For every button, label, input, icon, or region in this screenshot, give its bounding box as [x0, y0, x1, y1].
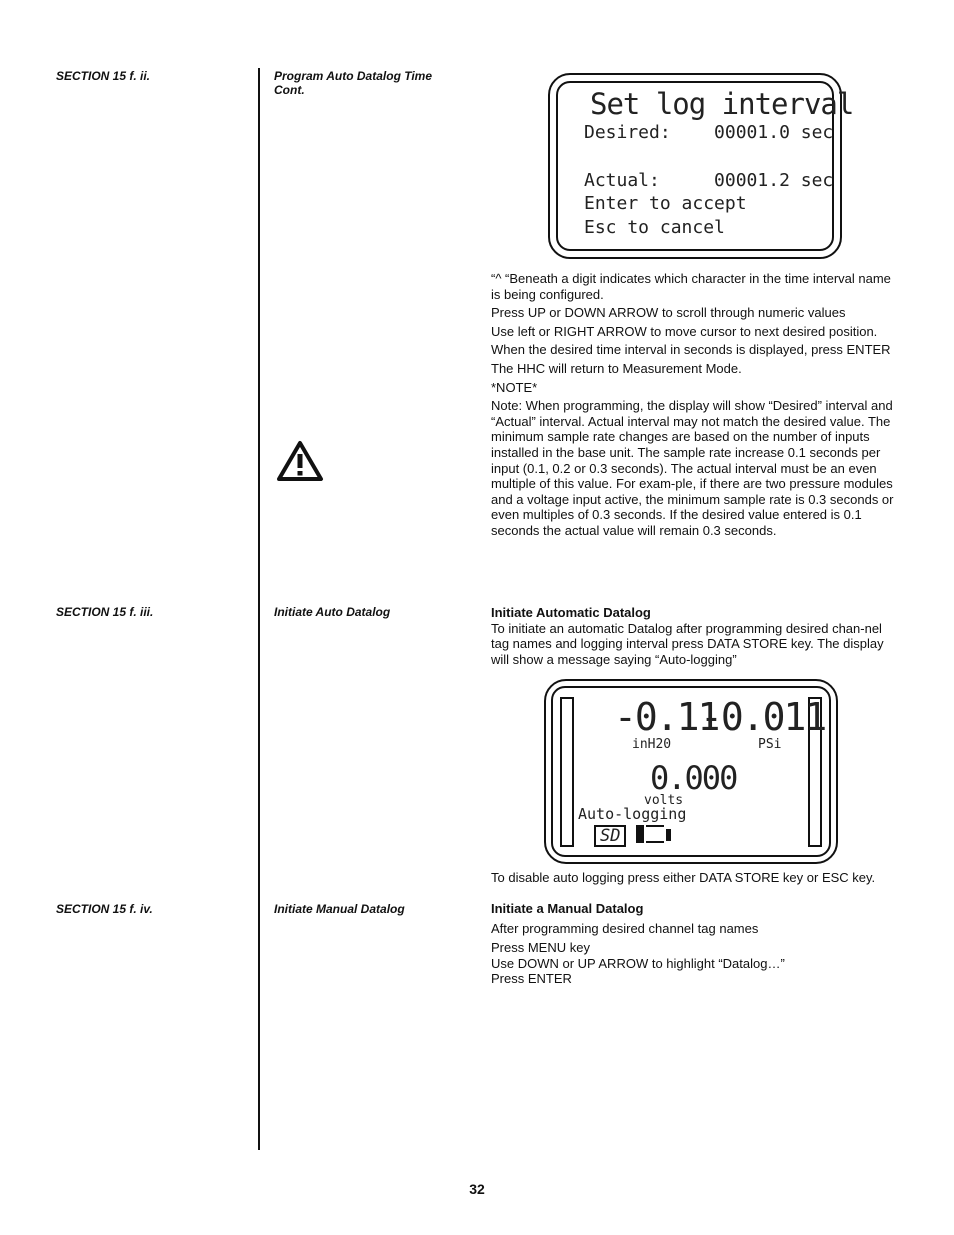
- section-label-15-f-iii: SECTION 15 f. iii.: [56, 605, 154, 619]
- reading-1-unit: inH20: [632, 737, 672, 752]
- disable-auto-logging-text: [491, 870, 899, 889]
- reading-3-value: 0.000: [650, 759, 737, 797]
- sd-card-icon: SD: [594, 825, 626, 847]
- section-title-initiate-auto-datalog: Initiate Auto Datalog: [274, 605, 391, 619]
- auto-datalog-instructions: [491, 605, 899, 670]
- left-bar-indicator: [560, 697, 574, 847]
- program-instructions: [491, 271, 899, 542]
- lcd-desired-line: Desired: 00001.0 sec: [584, 122, 834, 143]
- column-divider: [258, 68, 260, 1150]
- paragraph: Press UP or DOWN ARROW to scroll through numeric values: [491, 305, 846, 321]
- paragraph: Press ENTER: [491, 971, 572, 987]
- paragraph: Use DOWN or UP ARROW to highlight “Datalog…”: [491, 955, 785, 971]
- paragraph: After programming desired channel tag names: [491, 920, 759, 936]
- auto-datalog-heading: Initiate Automatic Datalog: [491, 605, 651, 620]
- paragraph: To initiate an automatic Datalog after programming desired chan-nel tag names and logging interval press DATA STORE key. The display will show a message saying “Auto-logging”: [491, 620, 884, 667]
- section-label-15-f-iv: SECTION 15 f. iv.: [56, 902, 153, 916]
- page-number: 32: [469, 1181, 485, 1197]
- manual-datalog-heading: Initiate a Manual Datalog: [491, 901, 644, 916]
- lcd-title: Set log interval: [590, 87, 854, 121]
- paragraph: To disable auto logging press either DATA STORE key or ESC key.: [491, 870, 876, 885]
- lcd-esc-line: Esc to cancel: [584, 217, 725, 238]
- lcd-auto-logging: [544, 679, 838, 864]
- paragraph: Press MENU key: [491, 940, 590, 956]
- battery-icon: [636, 825, 674, 843]
- paragraph: Use left or RIGHT ARROW to move cursor to next desired position.: [491, 323, 878, 339]
- reading-3-unit: volts: [644, 793, 684, 808]
- paragraph: When the desired time interval in seconds is displayed, press ENTER: [491, 342, 891, 358]
- warning-triangle-icon: [276, 440, 324, 482]
- lcd-set-log-interval: [548, 73, 854, 259]
- lcd-actual-line: Actual: 00001.2 sec: [584, 170, 834, 191]
- lcd-enter-line: Enter to accept: [584, 193, 747, 214]
- paragraph: “^ “Beneath a digit indicates which character in the time interval name is being configured.: [491, 271, 891, 302]
- paragraph: The HHC will return to Measurement Mode.: [491, 360, 742, 376]
- section-label-15-f-ii: SECTION 15 f. ii.: [56, 69, 151, 83]
- note-label: *NOTE*: [491, 379, 538, 395]
- note-paragraph: Note: When programming, the display will show “Desired” interval and “Actual” interval. Actual interval may not match the desired value. The minimum sample rate changes are based on the number of inputs installed in the base unit. The sample rate increase 0.1 seconds per input (0.1, 0.2 or 0.3 seconds). The actual interval must be an even multiple of this value. For exam-ple, if there are two pressure modules and a voltage input active, the minimum sample rate is 0.3 seconds or even multiples of 0.3 seconds. If the desired value entered is 0.1 seconds the actual value will remain 0.3 seconds.: [491, 398, 894, 538]
- reading-2-value: -0.011: [700, 695, 826, 739]
- reading-1-value: -0.11: [614, 695, 719, 739]
- auto-logging-status: Auto-logging: [578, 805, 687, 823]
- reading-2-unit: PSi: [758, 737, 782, 752]
- section-title-initiate-manual-datalog: Initiate Manual Datalog: [274, 902, 405, 916]
- section-title-program-auto-datalog: Program Auto Datalog Time Cont.: [274, 69, 433, 97]
- manual-datalog-instructions: [491, 901, 899, 987]
